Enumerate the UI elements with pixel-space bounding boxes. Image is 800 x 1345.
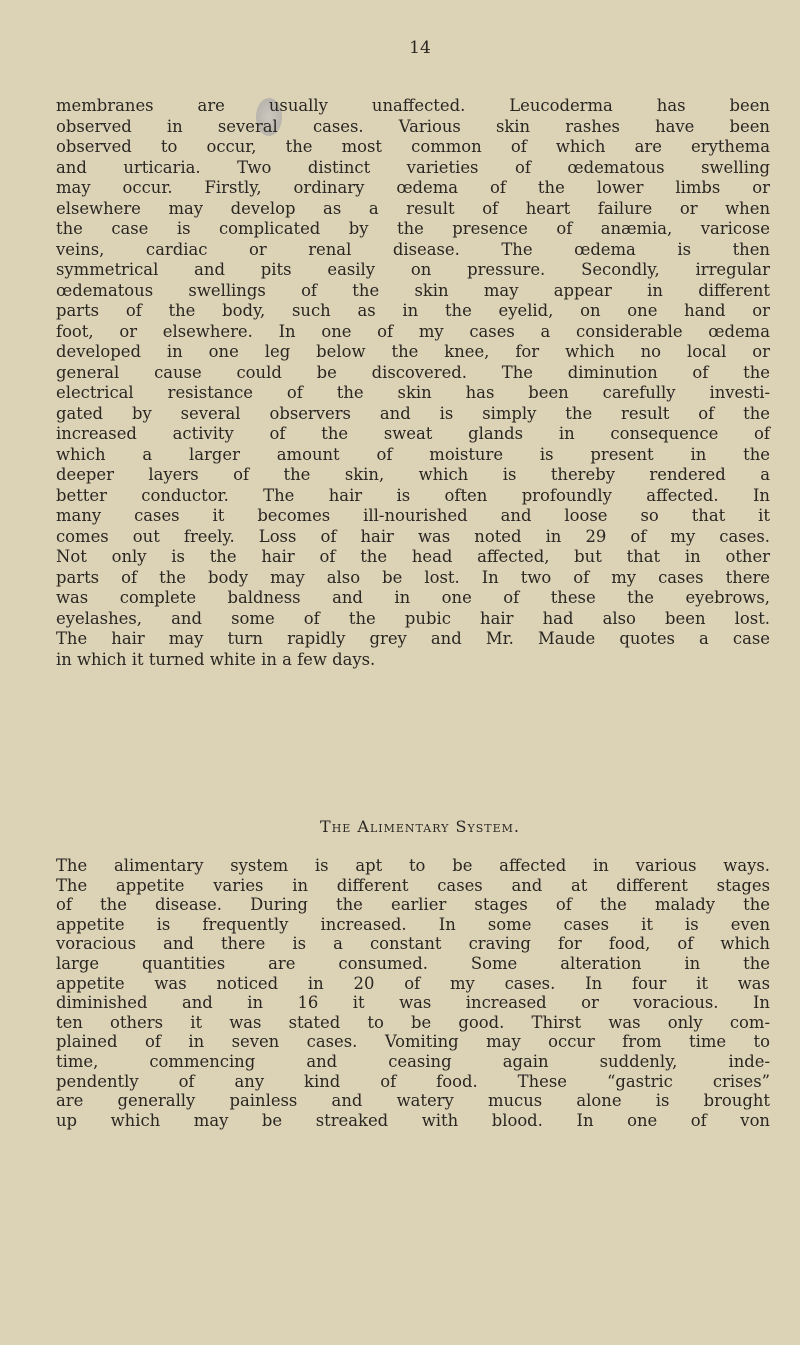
text-line: The hair may turn rapidly grey and Mr. Maude quotes a case	[56, 629, 770, 648]
text-line: which a larger amount of moisture is present in the	[56, 444, 770, 464]
text-line: electrical resistance of the skin has been carefully investi-	[56, 383, 770, 402]
text-line: The appetite varies in different cases and at different stages	[56, 875, 770, 895]
text-line: parts of the body, such as in the eyelid, on one hand or	[56, 301, 770, 320]
text-line: pendently of any kind of food. These “gastric crises”	[56, 1071, 770, 1091]
text-line: The alimentary system is apt to be affected in various ways.	[56, 856, 770, 875]
text-line: deeper layers of the skin, which is thereby rendered a	[56, 465, 770, 484]
text-line: increased activity of the sweat glands in consequence of	[56, 424, 770, 443]
text-line: general cause could be discovered. The diminution of the	[56, 362, 770, 382]
text-line: comes out freely. Loss of hair was noted in 29 of my cases.	[56, 526, 770, 546]
text-line: parts of the body may also be lost. In two of my cases there	[56, 567, 770, 587]
text-line: membranes are usually unaffected. Leucoderma has been	[56, 96, 770, 115]
text-line: in which it turned white in a few days.	[56, 649, 376, 669]
text-line: are generally painless and watery mucus alone is brought	[56, 1091, 770, 1111]
text-line: may occur. Firstly, ordinary œdema of the lower limbs or	[56, 178, 770, 197]
text-line: time, commencing and ceasing again suddenly, inde-	[56, 1051, 770, 1071]
paragraph-alimentary-system	[56, 856, 770, 1130]
text-line: elsewhere may develop as a result of heart failure or when	[56, 198, 770, 218]
text-line: developed in one leg below the knee, for which no local or	[56, 342, 770, 361]
section-heading: The Alimentary System.	[320, 817, 520, 836]
text-line: better conductor. The hair is often profoundly affected. In	[56, 485, 770, 505]
text-line: foot, or elsewhere. In one of my cases a considerable œdema	[56, 321, 770, 341]
text-line: diminished and in 16 it was increased or voracious. In	[56, 993, 770, 1013]
text-line: veins, cardiac or renal disease. The œdema is then	[56, 239, 770, 259]
text-line: observed in several cases. Various skin rashes have been	[56, 116, 770, 136]
text-line: was complete baldness and in one of these the eyebrows,	[56, 588, 770, 607]
text-line: ten others it was stated to be good. Thirst was only com-	[56, 1012, 770, 1032]
text-line: appetite is frequently increased. In some cases it is even	[56, 914, 770, 934]
text-line: gated by several observers and is simply the result of the	[56, 403, 770, 423]
text-line: œdematous swellings of the skin may appear in different	[56, 280, 770, 300]
text-line: plained of in seven cases. Vomiting may occur from time to	[56, 1032, 770, 1052]
text-line: voracious and there is a constant craving for food, of which	[56, 934, 770, 954]
text-line: the case is complicated by the presence of anæmia, varicose	[56, 219, 770, 238]
text-line: of the disease. During the earlier stages of the malady the	[56, 895, 770, 915]
text-line: and urticaria. Two distinct varieties of œdematous swelling	[56, 157, 770, 177]
paragraph-skin-and-hair	[56, 96, 770, 670]
text-line: eyelashes, and some of the pubic hair had also been lost.	[56, 608, 770, 628]
text-line: many cases it becomes ill-nourished and loose so that it	[56, 506, 770, 525]
text-line: Not only is the hair of the head affected, but that in other	[56, 547, 770, 566]
text-line: observed to occur, the most common of which are erythema	[56, 137, 770, 156]
text-line: appetite was noticed in 20 of my cases. In four it was	[56, 973, 770, 993]
page-number: 14	[409, 38, 431, 58]
text-line: large quantities are consumed. Some alteration in the	[56, 953, 770, 973]
text-line: symmetrical and pits easily on pressure. Secondly, irregular	[56, 260, 770, 279]
text-line: up which may be streaked with blood. In one of von	[56, 1110, 770, 1130]
